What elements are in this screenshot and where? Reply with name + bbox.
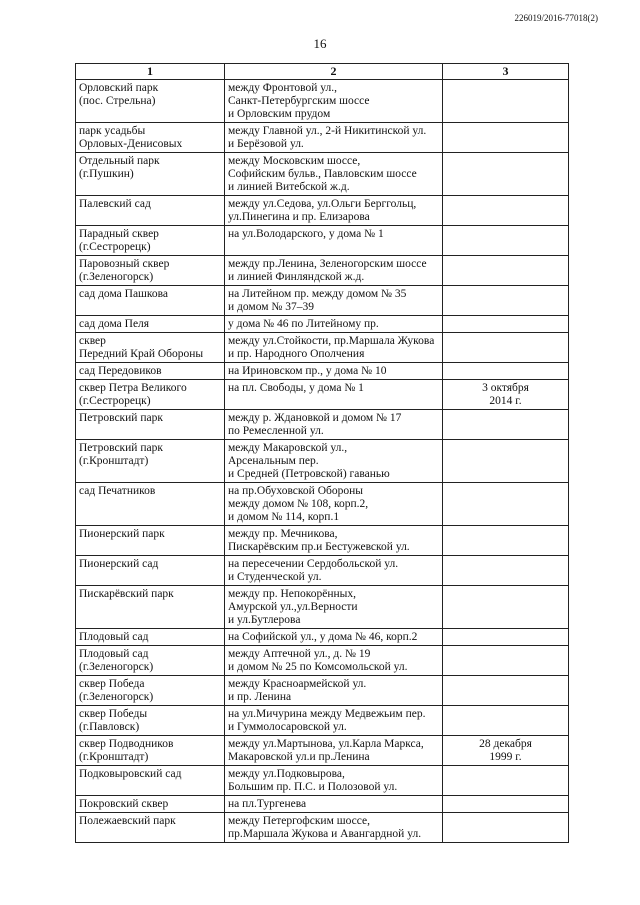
park-location-cell [225, 813, 443, 843]
park-location-cell [225, 363, 443, 380]
park-location-cell [225, 629, 443, 646]
park-date-cell [443, 629, 569, 646]
park-name-cell [76, 483, 225, 526]
park-date-cell [443, 380, 569, 410]
park-name-cell [76, 80, 225, 123]
park-name-cell [76, 556, 225, 586]
park-name-cell [76, 706, 225, 736]
park-name-line: (г.Кронштадт) [79, 455, 149, 467]
park-name-cell [76, 440, 225, 483]
park-name-cell [76, 286, 225, 316]
park-name-line: парк усадьбы [79, 125, 146, 137]
park-location-cell [225, 796, 443, 813]
parks-table [75, 63, 569, 843]
table-row [76, 586, 569, 629]
park-location-line: Макаровской ул.и пр.Ленина [228, 751, 370, 763]
park-location-line: и линией Финляндской ж.д. [228, 271, 365, 283]
park-location-line: на Софийской ул., у дома № 46, корп.2 [228, 631, 418, 643]
park-location-line: и Берёзовой ул. [228, 138, 304, 150]
table-row [76, 706, 569, 736]
park-location-line: и домом № 37–39 [228, 301, 314, 313]
park-name-cell [76, 796, 225, 813]
park-location-line: и Средней (Петровской) гаванью [228, 468, 390, 480]
page-number: 16 [313, 36, 327, 51]
park-date-line: 3 октября [482, 382, 529, 394]
park-location-line: и линией Витебской ж.д. [228, 181, 350, 193]
park-location-line: между ул.Седова, ул.Ольги Берггольц, [228, 198, 417, 210]
park-name-line: (г.Павловск) [79, 721, 140, 733]
park-date-cell [443, 796, 569, 813]
park-name-cell [76, 526, 225, 556]
park-name-line: Паровозный сквер [79, 258, 170, 270]
park-name-cell [76, 363, 225, 380]
park-name-cell [76, 586, 225, 629]
park-name-cell [76, 766, 225, 796]
park-location-cell [225, 483, 443, 526]
park-location-cell [225, 736, 443, 766]
park-name-line: Палевский сад [79, 198, 151, 210]
park-location-line: между пр. Мечникова, [228, 528, 338, 540]
table-row [76, 676, 569, 706]
park-name-cell [76, 123, 225, 153]
park-name-line: сквер Петра Великого [79, 382, 187, 394]
park-date-cell [443, 333, 569, 363]
park-name-line: Подковыровский сад [79, 768, 182, 780]
park-location-cell [225, 196, 443, 226]
park-location-line: между Красноармейской ул. [228, 678, 367, 690]
park-name-line: сквер Победы [79, 708, 148, 720]
park-date-cell [443, 256, 569, 286]
park-location-line: и Орловским прудом [228, 108, 331, 120]
park-date-cell [443, 766, 569, 796]
park-location-line: Софийским бульв., Павловским шоссе [228, 168, 417, 180]
table-row [76, 646, 569, 676]
park-location-line: между р. Ждановкой и домом № 17 [228, 412, 402, 424]
park-name-line: (г.Зеленогорск) [79, 691, 154, 703]
table-row [76, 556, 569, 586]
table-row [76, 333, 569, 363]
park-date-cell [443, 646, 569, 676]
park-name-line: сквер Подводников [79, 738, 174, 750]
park-name-line: Петровский парк [79, 442, 163, 454]
park-name-line: (г.Зеленогорск) [79, 271, 154, 283]
park-location-cell [225, 526, 443, 556]
park-name-line: Орловский парк [79, 82, 159, 94]
column-header-3: 3 [443, 64, 569, 80]
park-name-line: Плодовый сад [79, 648, 149, 660]
park-name-cell [76, 676, 225, 706]
park-location-line: Пискарёвским пр.и Бестужевской ул. [228, 541, 410, 553]
table-header-row [76, 64, 569, 80]
park-date-cell [443, 410, 569, 440]
park-location-line: Большим пр. П.С. и Полозовой ул. [228, 781, 398, 793]
park-name-cell [76, 380, 225, 410]
park-location-cell [225, 153, 443, 196]
park-date-cell [443, 196, 569, 226]
table-row [76, 256, 569, 286]
park-location-line: между Главной ул., 2-й Никитинской ул. [228, 125, 427, 137]
park-name-line: сад Печатников [79, 485, 156, 497]
park-date-cell [443, 586, 569, 629]
park-name-line: Полежаевский парк [79, 815, 176, 827]
park-location-line: на ул.Володарского, у дома № 1 [228, 228, 384, 240]
park-name-line: Передний Край Обороны [79, 348, 204, 360]
park-location-line: между Московским шоссе, [228, 155, 361, 167]
park-name-line: сад дома Пашкова [79, 288, 169, 300]
park-location-line: между ул.Мартынова, ул.Карла Маркса, [228, 738, 424, 750]
park-date-line: 28 декабря [479, 738, 532, 750]
park-location-line: между Аптечной ул., д. № 19 [228, 648, 371, 660]
table-row [76, 736, 569, 766]
park-name-line: (г.Сестрорецк) [79, 241, 151, 253]
park-name-line: Петровский парк [79, 412, 163, 424]
park-location-cell [225, 586, 443, 629]
table-row [76, 440, 569, 483]
park-name-cell [76, 736, 225, 766]
table-row [76, 363, 569, 380]
table-row [76, 80, 569, 123]
park-location-line: между Фронтовой ул., [228, 82, 338, 94]
park-name-cell [76, 333, 225, 363]
park-location-cell [225, 123, 443, 153]
park-location-line: и Студенческой ул. [228, 571, 322, 583]
park-location-line: и домом № 25 по Комсомольской ул. [228, 661, 408, 673]
park-date-cell [443, 556, 569, 586]
table-row [76, 196, 569, 226]
park-location-line: на пр.Обуховской Обороны [228, 485, 363, 497]
park-location-cell [225, 316, 443, 333]
park-location-line: на пл.Тургенева [228, 798, 307, 810]
park-location-line: между Макаровской ул., [228, 442, 348, 454]
park-name-cell [76, 813, 225, 843]
park-name-line: Парадный сквер [79, 228, 159, 240]
table-row [76, 226, 569, 256]
table-row [76, 286, 569, 316]
park-date-cell [443, 736, 569, 766]
park-location-line: Амурской ул.,ул.Верности [228, 601, 358, 613]
table-row [76, 316, 569, 333]
park-location-cell [225, 286, 443, 316]
park-name-line: (г.Кронштадт) [79, 751, 149, 763]
park-date-cell [443, 440, 569, 483]
table-row [76, 410, 569, 440]
column-header-1: 1 [76, 64, 225, 80]
park-name-line: Плодовый сад [79, 631, 149, 643]
park-location-line: на пересечении Сердобольской ул. [228, 558, 399, 570]
park-location-line: по Ремесленной ул. [228, 425, 324, 437]
park-location-line: на пл. Свободы, у дома № 1 [228, 382, 364, 394]
park-location-line: между пр. Непокорённых, [228, 588, 357, 600]
park-location-cell [225, 80, 443, 123]
park-name-line: Пионерский парк [79, 528, 165, 540]
park-location-line: между ул.Стойкости, пр.Маршала Жукова [228, 335, 435, 347]
park-name-line: (г.Сестрорецк) [79, 395, 151, 407]
park-date-cell [443, 483, 569, 526]
table-row [76, 813, 569, 843]
park-location-line: ул.Пинегина и пр. Елизарова [228, 211, 370, 223]
park-name-line: сад Передовиков [79, 365, 162, 377]
park-location-line: и пр. Народного Ополчения [228, 348, 365, 360]
park-location-line: между пр.Ленина, Зеленогорским шоссе [228, 258, 427, 270]
park-location-cell [225, 333, 443, 363]
park-name-line: (г.Зеленогорск) [79, 661, 154, 673]
park-name-cell [76, 256, 225, 286]
park-name-cell [76, 316, 225, 333]
column-header-2: 2 [225, 64, 443, 80]
table-row [76, 380, 569, 410]
park-location-line: между домом № 108, корп.2, [228, 498, 369, 510]
park-location-cell [225, 556, 443, 586]
park-name-cell [76, 629, 225, 646]
park-date-cell [443, 676, 569, 706]
park-location-line: и домом № 114, корп.1 [228, 511, 340, 523]
park-date-cell [443, 316, 569, 333]
park-location-cell [225, 676, 443, 706]
park-location-line: Арсенальным пер. [228, 455, 319, 467]
document-id: 226019/2016-77018(2) [514, 13, 598, 23]
park-date-cell [443, 706, 569, 736]
park-date-cell [443, 286, 569, 316]
park-date-cell [443, 123, 569, 153]
park-location-line: Санкт-Петербургским шоссе [228, 95, 370, 107]
park-location-line: и Гуммолосаровской ул. [228, 721, 347, 733]
park-date-cell [443, 80, 569, 123]
park-location-cell [225, 766, 443, 796]
park-location-cell [225, 706, 443, 736]
park-name-cell [76, 153, 225, 196]
park-name-cell [76, 196, 225, 226]
table-row [76, 796, 569, 813]
park-name-line: сквер [79, 335, 106, 347]
park-location-line: на Литейном пр. между домом № 35 [228, 288, 407, 300]
park-location-line: между Петергофским шоссе, [228, 815, 370, 827]
park-name-cell [76, 410, 225, 440]
park-location-line: и пр. Ленина [228, 691, 292, 703]
park-name-cell [76, 646, 225, 676]
park-name-line: сад дома Пеля [79, 318, 150, 330]
park-name-line: Отдельный парк [79, 155, 160, 167]
park-name-line: Пискарёвский парк [79, 588, 174, 600]
park-location-cell [225, 440, 443, 483]
park-location-line: у дома № 46 по Литейному пр. [228, 318, 379, 330]
park-location-line: на ул.Мичурина между Медвежьим пер. [228, 708, 426, 720]
park-name-line: Покровский сквер [79, 798, 169, 810]
park-date-line: 2014 г. [489, 395, 522, 407]
park-name-line: (пос. Стрельна) [79, 95, 156, 107]
park-location-cell [225, 226, 443, 256]
table-row [76, 526, 569, 556]
table-row [76, 483, 569, 526]
park-date-cell [443, 226, 569, 256]
park-location-cell [225, 646, 443, 676]
park-name-line: сквер Победа [79, 678, 145, 690]
park-location-line: пр.Маршала Жукова и Авангардной ул. [228, 828, 422, 840]
park-name-line: (г.Пушкин) [79, 168, 134, 180]
park-date-cell [443, 526, 569, 556]
table-row [76, 153, 569, 196]
table-row [76, 766, 569, 796]
park-location-cell [225, 410, 443, 440]
park-location-cell [225, 380, 443, 410]
park-location-cell [225, 256, 443, 286]
park-location-line: между ул.Подковырова, [228, 768, 345, 780]
park-date-cell [443, 363, 569, 380]
table-row [76, 629, 569, 646]
park-date-cell [443, 813, 569, 843]
table-row [76, 123, 569, 153]
park-name-line: Пионерский сад [79, 558, 159, 570]
park-location-line: на Ириновском пр., у дома № 10 [228, 365, 387, 377]
park-location-line: и ул.Бутлерова [228, 614, 301, 626]
park-name-line: Орловых-Денисовых [79, 138, 183, 150]
park-name-cell [76, 226, 225, 256]
park-date-line: 1999 г. [489, 751, 522, 763]
park-date-cell [443, 153, 569, 196]
